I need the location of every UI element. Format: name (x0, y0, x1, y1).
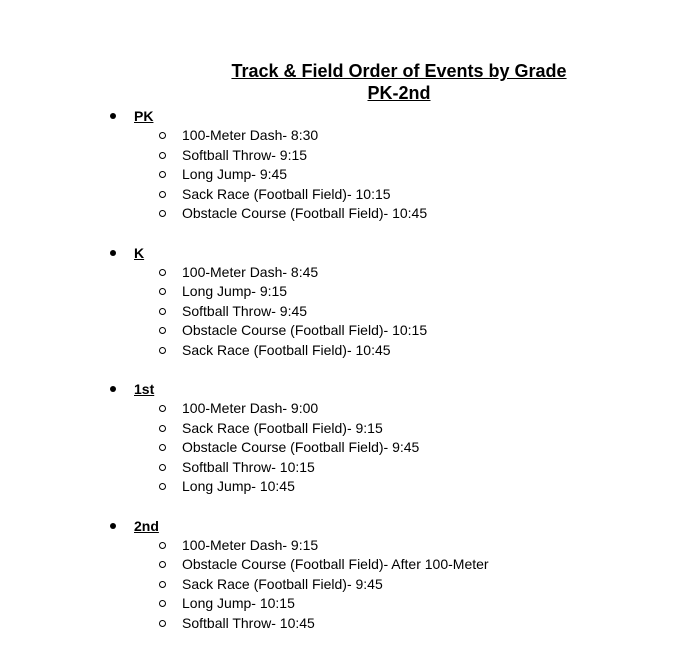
event-text: Sack Race (Football Field)- 10:45 (182, 341, 391, 358)
grade-section-2nd (0, 516, 698, 634)
event-list (0, 399, 698, 497)
hollow-bullet-icon (159, 327, 166, 334)
grade-heading (0, 379, 698, 399)
grade-label: 2nd (134, 517, 159, 534)
list-item (0, 204, 698, 224)
list-item (0, 555, 698, 575)
grade-section-k (0, 243, 698, 361)
list-item (0, 575, 698, 595)
event-list (0, 536, 698, 634)
hollow-bullet-icon (159, 581, 166, 588)
hollow-bullet-icon (159, 347, 166, 354)
hollow-bullet-icon (159, 444, 166, 451)
hollow-bullet-icon (159, 405, 166, 412)
hollow-bullet-icon (159, 425, 166, 432)
list-item (0, 321, 698, 341)
hollow-bullet-icon (159, 152, 166, 159)
grade-label: K (134, 244, 145, 261)
filled-bullet-icon (110, 250, 116, 256)
filled-bullet-icon (110, 386, 116, 392)
event-text: Sack Race (Football Field)- 10:15 (182, 185, 391, 202)
event-text: Obstacle Course (Football Field)- After 100-Meter (182, 556, 489, 572)
event-text: 100-Meter Dash- 8:30 (182, 127, 319, 143)
list-item (0, 146, 698, 166)
list-item (0, 302, 698, 322)
event-text: Long Jump- 10:45 (182, 478, 295, 494)
event-text: Obstacle Course (Football Field)- 9:45 (182, 439, 420, 455)
list-item (0, 282, 698, 302)
event-list (0, 263, 698, 361)
event-text: Softball Throw- 9:15 (182, 146, 308, 163)
list-item (0, 263, 698, 283)
hollow-bullet-icon (159, 191, 166, 198)
grade-heading (0, 516, 698, 536)
list-item (0, 536, 698, 556)
event-text: 100-Meter Dash- 9:00 (182, 400, 319, 416)
hollow-bullet-icon (159, 288, 166, 295)
grade-heading (0, 243, 698, 263)
list-item (0, 419, 698, 439)
list-item (0, 126, 698, 146)
grade-list (0, 106, 698, 652)
hollow-bullet-icon (159, 269, 166, 276)
hollow-bullet-icon (159, 483, 166, 490)
event-text: Long Jump- 9:45 (182, 166, 288, 182)
event-text: 100-Meter Dash- 8:45 (182, 263, 319, 280)
filled-bullet-icon (110, 113, 116, 119)
list-item (0, 594, 698, 614)
grade-heading (0, 106, 698, 126)
event-list (0, 126, 698, 224)
event-text: Softball Throw- 10:15 (182, 458, 315, 475)
event-text: Obstacle Course (Football Field)- 10:45 (182, 205, 428, 221)
list-item (0, 438, 698, 458)
hollow-bullet-icon (159, 542, 166, 549)
hollow-bullet-icon (159, 561, 166, 568)
event-text: Softball Throw- 9:45 (182, 302, 308, 319)
title-line-subtitle: PK-2nd (367, 83, 431, 103)
list-item (0, 165, 698, 185)
list-item (0, 185, 698, 205)
event-text: Obstacle Course (Football Field)- 10:15 (182, 322, 428, 338)
event-text: 100-Meter Dash- 9:15 (182, 536, 319, 553)
event-text: Sack Race (Football Field)- 9:15 (182, 419, 383, 436)
event-text: Sack Race (Football Field)- 9:45 (182, 575, 383, 592)
event-text: Long Jump- 10:15 (182, 595, 295, 611)
event-text: Softball Throw- 10:45 (182, 614, 315, 631)
document-title (100, 60, 698, 104)
hollow-bullet-icon (159, 308, 166, 315)
hollow-bullet-icon (159, 132, 166, 139)
grade-section-1st (0, 379, 698, 497)
event-text: Long Jump- 9:15 (182, 283, 288, 299)
list-item (0, 458, 698, 478)
grade-label: PK (134, 108, 154, 124)
list-item (0, 341, 698, 361)
hollow-bullet-icon (159, 620, 166, 627)
list-item (0, 399, 698, 419)
list-item (0, 477, 698, 497)
list-item (0, 614, 698, 634)
filled-bullet-icon (110, 523, 116, 529)
grade-section-pk (0, 106, 698, 224)
hollow-bullet-icon (159, 464, 166, 471)
hollow-bullet-icon (159, 171, 166, 178)
title-line-main: Track & Field Order of Events by Grade (231, 61, 567, 81)
hollow-bullet-icon (159, 210, 166, 217)
hollow-bullet-icon (159, 600, 166, 607)
grade-label: 1st (134, 381, 155, 397)
